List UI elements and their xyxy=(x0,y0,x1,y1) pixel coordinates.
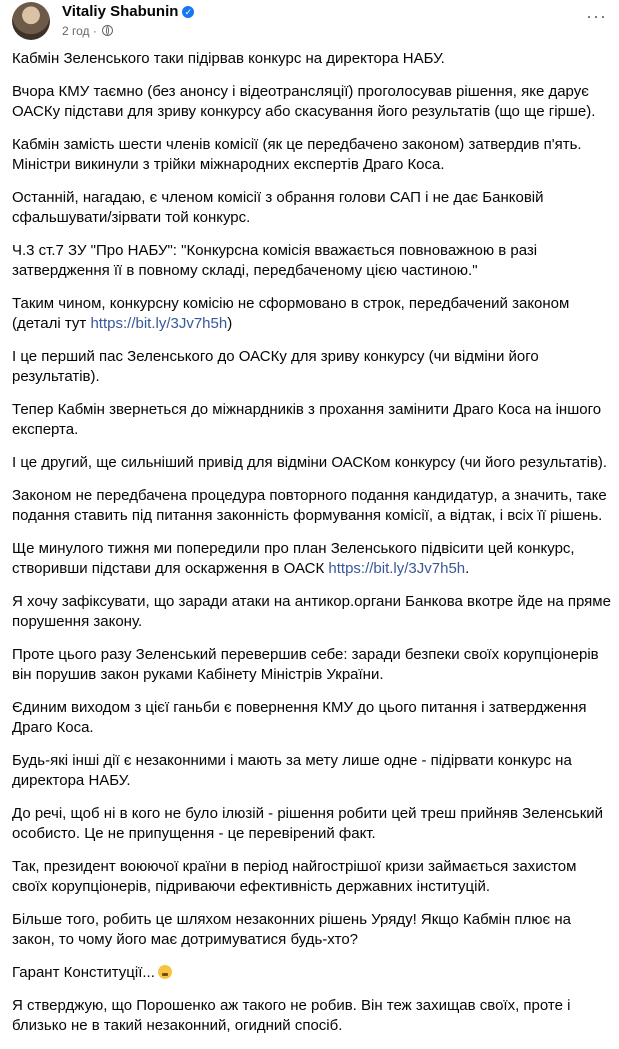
paragraph-text: Останній, нагадаю, є членом комісії з обрання голови САП і не дає Банковій сфальшувати/зірвати той конкурс. xyxy=(12,189,544,226)
author-name[interactable] xyxy=(62,3,194,20)
paragraph-text: Я хочу зафіксувати, що заради атаки на антикор.органи Банкова вкотре йде на пряме порушення закону. xyxy=(12,593,611,630)
paragraph-text: Проте цього разу Зеленський перевершив себе: заради безпеки своїх корупціонерів він порушив закон руками Кабінету Міністрів України. xyxy=(12,646,599,683)
more-options-button[interactable]: ··· xyxy=(586,6,607,26)
post-time[interactable]: 2 год xyxy=(62,24,90,38)
globe-icon xyxy=(102,25,113,36)
paragraph-text: Таким чином, конкурсну комісію не сформовано в строк, передбачений законом (деталі тут xyxy=(12,295,570,332)
paragraph-text: Єдиним виходом з цієї ганьби є повернення КМУ до цього питання і затвердження Драго Коса. xyxy=(12,699,587,736)
paragraph-text: Ще минулого тижня ми попередили про план Зеленського підвісити цей конкурс, створивши підстави для оскарження в ОАСК xyxy=(12,540,575,577)
post-paragraph xyxy=(12,645,612,685)
post-paragraph xyxy=(12,241,612,281)
post-paragraph xyxy=(12,400,612,440)
post-body xyxy=(12,49,612,1049)
paragraph-text: Будь-які інші дії є незаконними і мають за мету лише одне - підірвати конкурс на директора НАБУ. xyxy=(12,752,572,789)
post-paragraph xyxy=(12,910,612,950)
post-meta xyxy=(62,24,113,38)
post-paragraph xyxy=(12,963,612,983)
post-paragraph xyxy=(12,857,612,897)
post-paragraph xyxy=(12,188,612,228)
post-paragraph xyxy=(12,996,612,1036)
paragraph-text: Кабмін Зеленського таки підірвав конкурс на директора НАБУ. xyxy=(12,50,445,67)
paragraph-text: Кабмін замість шести членів комісії (як це передбачено законом) затвердив п'ять. Міністри викинули з трійки міжнародних експертів Драго Коса. xyxy=(12,136,582,173)
author-avatar[interactable] xyxy=(12,2,50,40)
post-paragraph xyxy=(12,49,612,69)
paragraph-text-after: . xyxy=(465,560,470,577)
post-link[interactable]: https://bit.ly/3Jv7h5h xyxy=(90,315,228,332)
paragraph-text: Так, президент воюючої країни в період найгострішої кризи займається захистом своїх корупціонерів, підриваючи ефективність державних інституцій. xyxy=(12,858,577,895)
paragraph-text: Ч.3 ст.7 ЗУ "Про НАБУ": "Конкурсна комісія вважається повноважною в разі затвердження її в повному складі, передбаченому цією частиною." xyxy=(12,242,538,279)
paragraph-text: Гарант Конституції... xyxy=(12,964,155,981)
meta-separator: · xyxy=(92,24,97,38)
post-paragraph xyxy=(12,804,612,844)
post-paragraph xyxy=(12,135,612,175)
post-paragraph xyxy=(12,751,612,791)
post-paragraph xyxy=(12,698,612,738)
post-paragraph xyxy=(12,453,612,473)
post-paragraph xyxy=(12,592,612,632)
paragraph-text: Вчора КМУ таємно (без анонсу і відеотрансляції) проголосував рішення, яке дарує ОАСКу підстави для зриву конкурсу або скасування його результатів (що ще гірше). xyxy=(12,83,596,120)
post-paragraph xyxy=(12,486,612,526)
paragraph-text: Законом не передбачена процедура повторного подання кандидатур, а значить, таке подання ставить під питання законність формування комісії, а відтак, і всіх її рішень. xyxy=(12,487,607,524)
nauseated-face-icon xyxy=(158,965,172,979)
paragraph-text: Тепер Кабмін звернеться до міжнардників з прохання замінити Драго Коса на іншого експерта. xyxy=(12,401,602,438)
author-name-text[interactable]: Vitaliy Shabunin xyxy=(62,3,179,20)
paragraph-text: Більше того, робить це шляхом незаконних рішень Уряду! Якщо Кабмін плює на закон, то чому його має дотримуватися будь-хто? xyxy=(12,911,571,948)
post-header xyxy=(12,0,607,44)
paragraph-text: До речі, щоб ні в кого не було ілюзій - рішення робити цей треш прийняв Зеленський особисто. Це не припущення - це перевірений факт. xyxy=(12,805,604,842)
verified-badge-icon: ✓ xyxy=(182,6,194,18)
paragraph-text: І це другий, ще сильніший привід для відміни ОАСКом конкурсу (чи його результатів). xyxy=(12,454,608,471)
paragraph-text-after: ) xyxy=(227,315,233,332)
post-paragraph xyxy=(12,539,612,579)
paragraph-text: І це перший пас Зеленського до ОАСКу для зриву конкурсу (чи відміни його результатів). xyxy=(12,348,539,385)
paragraph-text: Я стверджую, що Порошенко аж такого не робив. Він теж захищав своїх, проте і близько не в такий незаконний, огидний спосіб. xyxy=(12,997,571,1034)
post-paragraph xyxy=(12,294,612,334)
post-paragraph xyxy=(12,347,612,387)
post-link[interactable]: https://bit.ly/3Jv7h5h xyxy=(328,560,466,577)
post-paragraph xyxy=(12,82,612,122)
